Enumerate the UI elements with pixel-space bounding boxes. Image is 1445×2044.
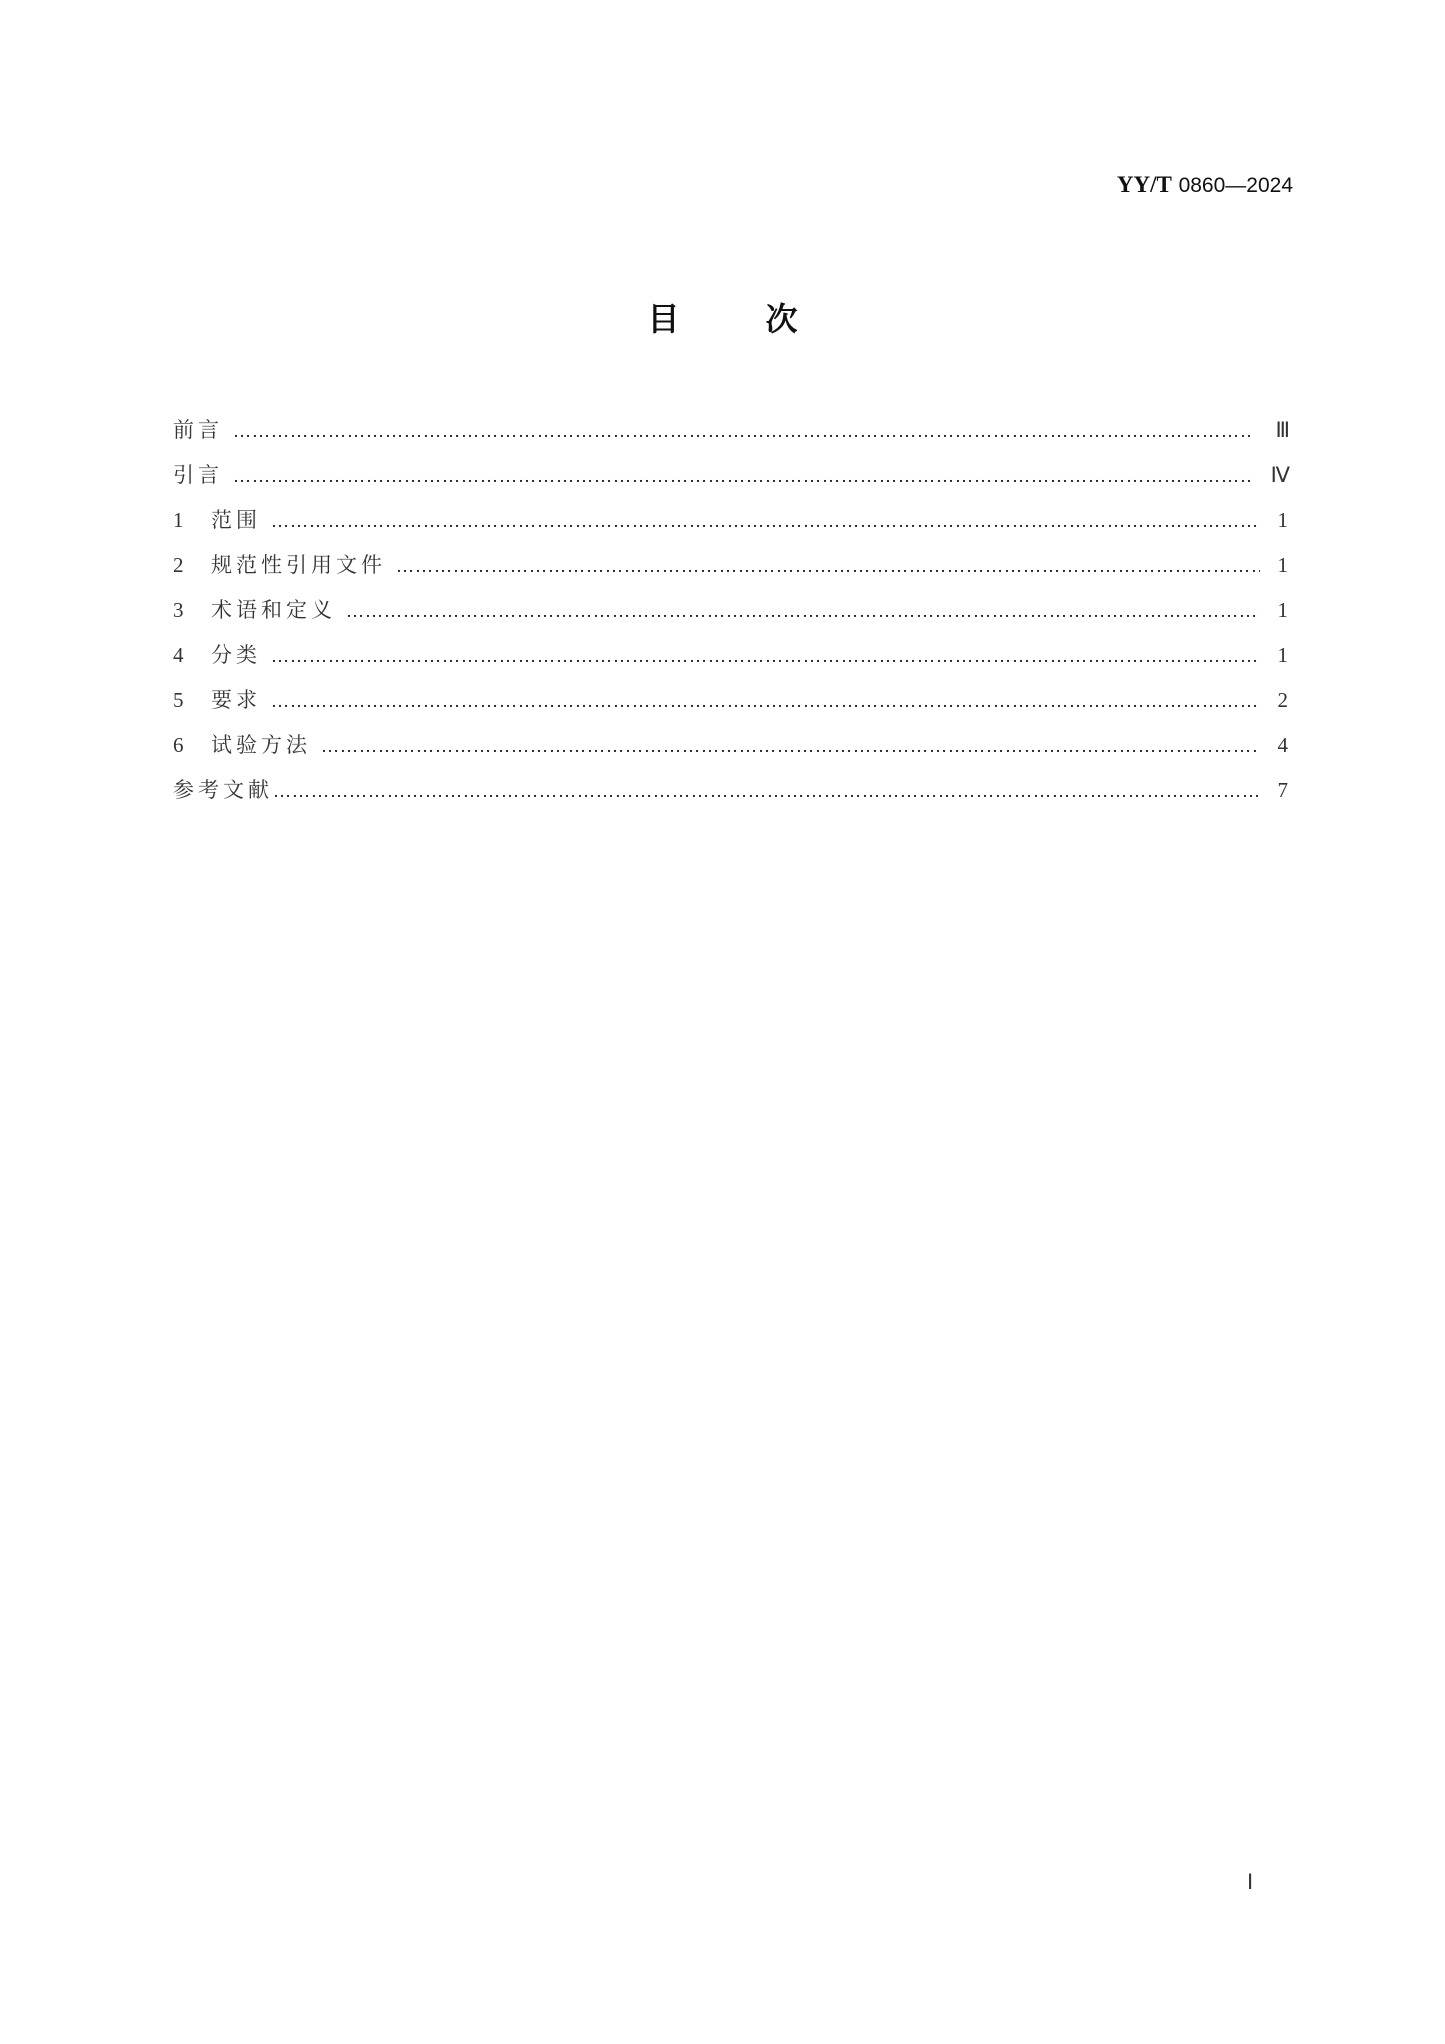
dot-leader bbox=[321, 736, 1260, 757]
toc-entry-number: 2 bbox=[173, 553, 184, 577]
toc-entry-classification[interactable] bbox=[173, 639, 1288, 684]
toc-entry-number: 4 bbox=[173, 643, 184, 667]
toc-entry-scope[interactable] bbox=[173, 504, 1288, 549]
toc-entry-page: Ⅲ bbox=[1275, 419, 1288, 442]
standard-prefix: YY/T bbox=[1116, 172, 1172, 197]
toc-entry-page: Ⅳ bbox=[1270, 464, 1288, 487]
toc-entry-test-methods[interactable] bbox=[173, 729, 1288, 774]
toc-entry-page: 2 bbox=[1277, 688, 1288, 712]
toc-entry-introduction[interactable] bbox=[173, 459, 1288, 504]
toc-entry-terms-definitions[interactable] bbox=[173, 594, 1288, 639]
toc-entry-label: 参考文献 bbox=[173, 778, 273, 802]
toc-entry-label: 要求 bbox=[211, 688, 261, 712]
toc-entry-requirements[interactable] bbox=[173, 684, 1288, 729]
page-number: Ⅰ bbox=[1247, 1870, 1254, 1894]
standard-number: 0860—2024 bbox=[1178, 174, 1293, 197]
toc-entry-page: 7 bbox=[1277, 778, 1288, 802]
toc-entry-label: 引言 bbox=[173, 463, 223, 487]
toc-entry-label: 分类 bbox=[211, 643, 261, 667]
toc-entry-page: 1 bbox=[1277, 508, 1288, 532]
title-char-2: 次 bbox=[765, 300, 798, 338]
toc-entry-number: 1 bbox=[173, 508, 184, 532]
toc-entry-label: 术语和定义 bbox=[211, 598, 336, 622]
toc-entry-number: 3 bbox=[173, 598, 184, 622]
dot-leader bbox=[346, 601, 1260, 622]
toc-entry-label: 前言 bbox=[173, 418, 223, 442]
toc-entry-number: 5 bbox=[173, 688, 184, 712]
dot-leader bbox=[396, 556, 1260, 577]
dot-leader bbox=[273, 781, 1260, 802]
title-char-1: 目 bbox=[647, 300, 680, 338]
table-of-contents bbox=[173, 414, 1288, 819]
toc-entry-page: 1 bbox=[1277, 598, 1288, 622]
standard-code bbox=[1117, 172, 1293, 198]
toc-entry-page: 4 bbox=[1277, 733, 1288, 757]
page-title bbox=[0, 294, 1445, 340]
dot-leader bbox=[233, 466, 1252, 487]
toc-entry-foreword[interactable] bbox=[173, 414, 1288, 459]
toc-entry-number: 6 bbox=[173, 733, 184, 757]
dot-leader bbox=[271, 646, 1260, 667]
dot-leader bbox=[271, 691, 1260, 712]
toc-entry-page: 1 bbox=[1277, 643, 1288, 667]
toc-entry-label: 规范性引用文件 bbox=[211, 553, 386, 577]
toc-entry-page: 1 bbox=[1277, 553, 1288, 577]
toc-entry-normative-references[interactable] bbox=[173, 549, 1288, 594]
dot-leader bbox=[233, 421, 1252, 442]
dot-leader bbox=[271, 511, 1260, 532]
toc-entry-label: 试验方法 bbox=[211, 733, 311, 757]
toc-entry-label: 范围 bbox=[211, 508, 261, 532]
toc-entry-bibliography[interactable] bbox=[173, 774, 1288, 819]
